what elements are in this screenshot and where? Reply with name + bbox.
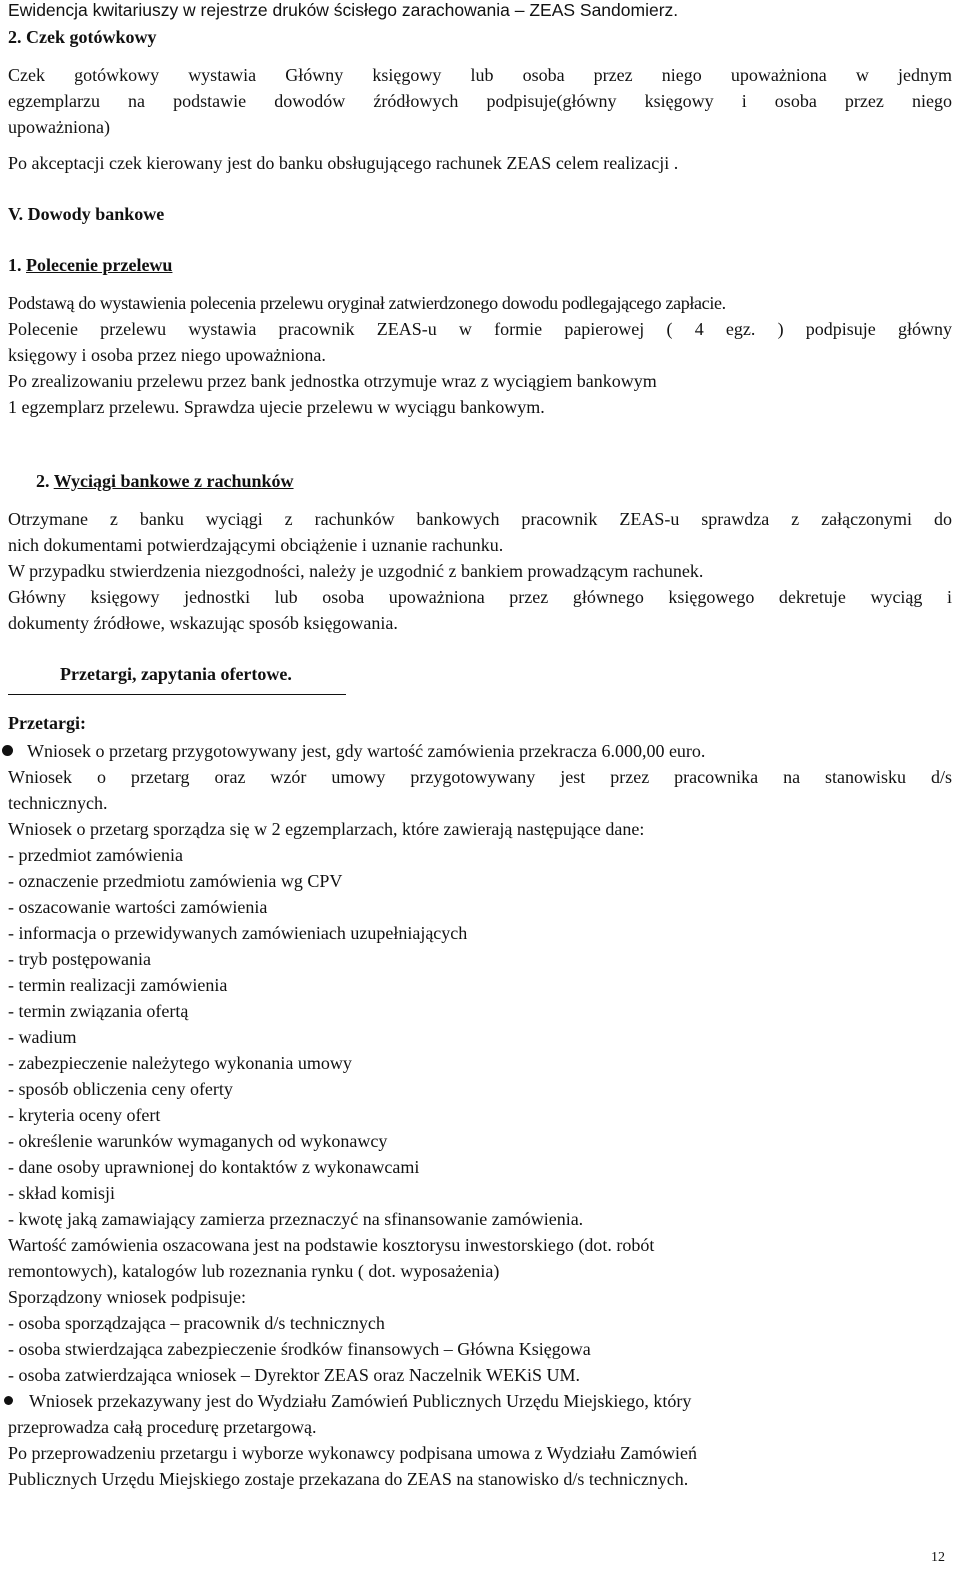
document-header: Ewidencja kwitariuszy w rejestrze druków ścisłego zarachowania – ZEAS Sandomierz. (8, 0, 679, 20)
wyciagi-line-2: nich dokumentami potwierdzającymi obciążenie i uznanie rachunku. (8, 535, 504, 555)
wyciagi-line-5: dokumenty źródłowe, wskazując sposób księgowania. (8, 613, 398, 633)
przelew-line-5: 1 egzemplarz przelewu. Sprawdza ujecie przelewu w wyciągu bankowym. (8, 397, 545, 417)
przetargi-heading-underline (8, 694, 346, 695)
wartosc-line-2: remontowych), katalogów lub rozeznania rynku ( dot. wyposażenia) (8, 1261, 500, 1281)
przetargi-bullet-1 (2, 740, 705, 762)
czek-heading: 2. Czek gotówkowy (8, 27, 157, 47)
przetargi-bullet-2 (3, 1390, 691, 1412)
przetargi-text-1: Wniosek o przetarg oraz wzór umowy przygotowywany jest przez pracownika na stanowisku d/s (8, 767, 952, 787)
wyciagi-line-3: W przypadku stwierdzenia niezgodności, należy je uzgodnić z bankiem prowadzącym rachunek. (8, 561, 704, 581)
wyciagi-title: Wyciągi bankowe z rachunków (53, 471, 294, 491)
list-item: - skład komisji (8, 1183, 115, 1203)
list-item: - termin realizacji zamówienia (8, 975, 228, 995)
list-item: - tryb postępowania (8, 949, 151, 969)
wyciagi-heading (36, 470, 294, 492)
czek-paragraph-line-2: egzemplarzu na podstawie dowodów źródłowych podpisuje(główny księgowy i osoba przez niego (8, 91, 952, 111)
signatory-item: - osoba zatwierdzająca wniosek – Dyrektor ZEAS oraz Naczelnik WEKiS UM. (8, 1365, 580, 1385)
przetargi-subheading: Przetargi: (8, 713, 86, 733)
wyciagi-line-4: Główny księgowy jednostki lub osoba upoważniona przez głównego księgowego dekretuje wyciąg i (8, 587, 952, 607)
przelew-line-4: Po zrealizowaniu przelewu przez bank jednostka otrzymuje wraz z wyciągiem bankowym (8, 371, 657, 391)
dowody-heading: V. Dowody bankowe (8, 204, 165, 224)
czek-paragraph-line-1: Czek gotówkowy wystawia Główny księgowy lub osoba przez niego upoważniona w jednym (8, 65, 952, 85)
przelew-title: Polecenie przelewu (26, 255, 173, 275)
list-item: - zabezpieczenie należytego wykonania umowy (8, 1053, 352, 1073)
list-item: - przedmiot zamówienia (8, 845, 183, 865)
list-item: - sposób obliczenia ceny oferty (8, 1079, 233, 1099)
czek-paragraph-line-4: Po akceptacji czek kierowany jest do banku obsługującego rachunek ZEAS celem realizacji . (8, 153, 679, 173)
signatory-item: - osoba sporządzająca – pracownik d/s technicznych (8, 1313, 385, 1333)
list-item: - wadium (8, 1027, 77, 1047)
bullet-icon (2, 745, 13, 756)
final-line-1: Po przeprowadzeniu przetargu i wyborze wykonawcy podpisana umowa z Wydziału Zamówień (8, 1443, 698, 1463)
wartosc-line-1: Wartość zamówienia oszacowana jest na podstawie kosztorysu inwestorskiego (dot. robót (8, 1235, 655, 1255)
przetargi-bullet-2-text: Wniosek przekazywany jest do Wydziału Zamówień Publicznych Urzędu Miejskiego, który (29, 1391, 692, 1411)
przelew-line-1: Podstawą do wystawienia polecenia przelewu oryginał zatwierdzonego dowodu podlegającego zapłacie. (8, 293, 726, 313)
wyciagi-line-1: Otrzymane z banku wyciągi z rachunków bankowych pracownik ZEAS-u sprawdza z załączonymi do (8, 509, 952, 529)
wyciagi-number: 2. (36, 471, 50, 491)
list-item: - oznaczenie przedmiotu zamówienia wg CPV (8, 871, 343, 891)
signatory-item: - osoba stwierdzająca zabezpieczenie środków finansowych – Główna Księgowa (8, 1339, 591, 1359)
przetargi-bullet-1-text: Wniosek o przetarg przygotowywany jest, gdy wartość zamówienia przekracza 6.000,00 euro. (27, 741, 706, 761)
przelew-line-3: księgowy i osoba przez niego upoważniona. (8, 345, 326, 365)
list-item: - oszacowanie wartości zamówienia (8, 897, 268, 917)
przelew-heading (8, 254, 172, 276)
przelew-line-2: Polecenie przelewu wystawia pracownik ZEAS-u w formie papierowej ( 4 egz. ) podpisuje główny (8, 319, 952, 339)
final-line-2: Publicznych Urzędu Miejskiego zostaje przekazana do ZEAS na stanowisko d/s technicznych. (8, 1469, 689, 1489)
przetargi-text-3: Wniosek o przetarg sporządza się w 2 egzemplarzach, które zawierają następujące dane: (8, 819, 645, 839)
list-item: - termin związania ofertą (8, 1001, 189, 1021)
list-item: - określenie warunków wymaganych od wykonawcy (8, 1131, 388, 1151)
podpisuje-heading: Sporządzony wniosek podpisuje: (8, 1287, 246, 1307)
list-item: - dane osoby uprawnionej do kontaktów z wykonawcami (8, 1157, 420, 1177)
list-item: - kwotę jaką zamawiający zamierza przeznaczyć na sfinansowanie zamówienia. (8, 1209, 584, 1229)
bullet-icon (4, 1396, 13, 1405)
przetargi-section-heading: Przetargi, zapytania ofertowe. (60, 664, 292, 684)
page-number: 12 (931, 1550, 945, 1565)
przetargi-text-2: technicznych. (8, 793, 108, 813)
czek-paragraph-line-3: upoważniona) (8, 117, 110, 137)
list-item: - informacja o przewidywanych zamówieniach uzupełniających (8, 923, 468, 943)
list-item: - kryteria oceny ofert (8, 1105, 161, 1125)
przelew-number: 1. (8, 255, 22, 275)
przetargi-bullet-2-continuation: przeprowadza całą procedurę przetargową. (8, 1417, 317, 1437)
